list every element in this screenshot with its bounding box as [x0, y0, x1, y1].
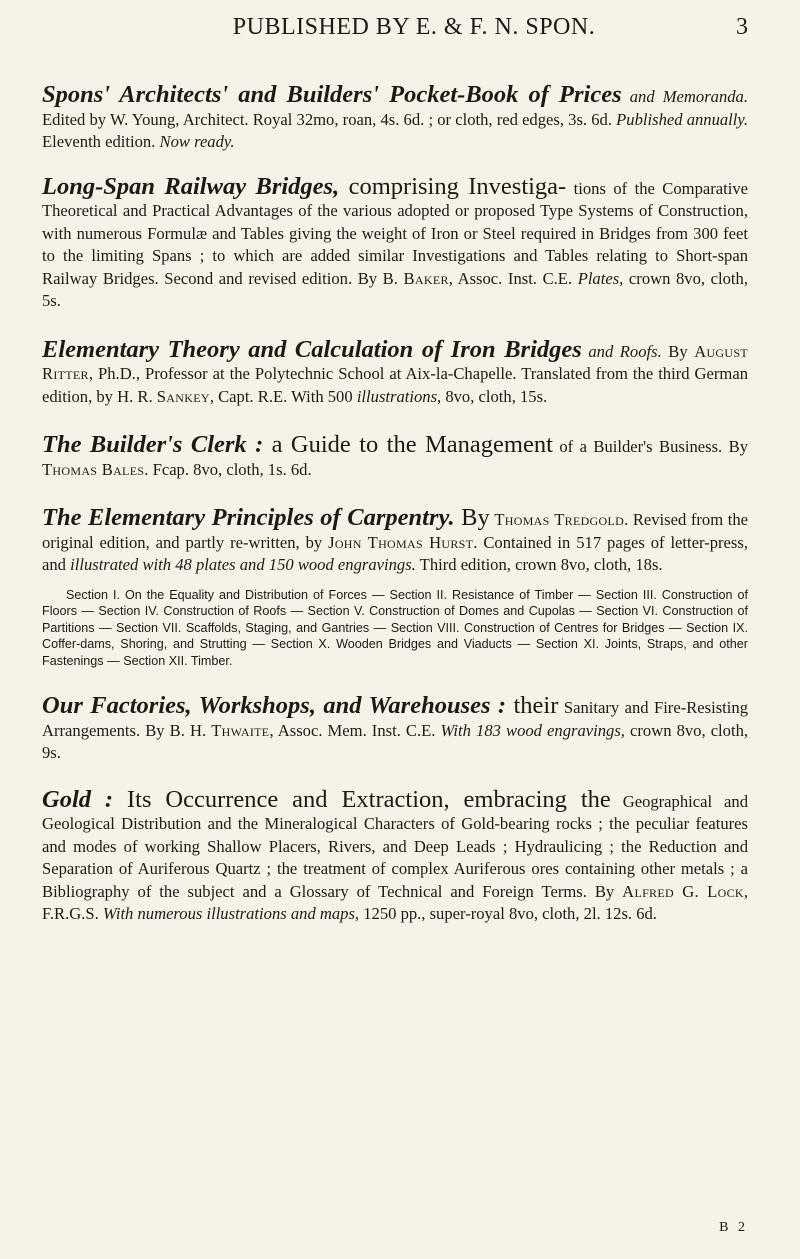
entry-text: The Builder's Clerk : a Guide to the Management of a Builder's Business. By Thomas Bales. Fcap. 8vo, cloth, 1s. 6d. — [42, 431, 748, 479]
page-number: 3 — [736, 14, 748, 40]
author-name: John Thomas Hurst — [328, 532, 474, 552]
book-title: The Builder's Clerk : — [42, 431, 264, 458]
entry-text: Gold : Its Occurrence and Extraction, embracing the Geographical and Geological Distribution and the Mineralogical Characters of Gold-bearing rocks ; the peculiar features and modes of working Shallow Placers, Rivers, and Deep Leads ; Hydraulicing ; the Reduction and Separation of Auriferous Quartz ; the treatment of complex Auriferous ores containing other metals ; a Bibliography of the subject and a Glossary of Technical and Foreign Terms. By Alfred G. Lock, F.R.G.S. With numerous illustrations and maps, 1250 pp., super-royal 8vo, cloth, 2l. 12s. 6d. — [42, 785, 749, 923]
author-name: Thomas Bales — [42, 459, 145, 479]
book-entry — [42, 81, 748, 154]
contents-text: Section I. On the Equality and Distribution of Forces — Section II. Resistance of Timber — Section III. Construction of Floors — Section IV. Construction of Roofs — Section V. Construction of Domes and Cupolas — Section VI. Construction of Partitions — Section VII. Scaffolds, Staging, and Gantries — Section VIII. Construction of Centres for Bridges — Section IX. Coffer-dams, Shoring, and Strutting — Section X. Wooden Bridges and Viaducts — Section XI. Joints, Straps, and other Fastenings — Section XII. Timber. — [42, 587, 748, 668]
entry-text: The Elementary Principles of Carpentry. By Thomas Tredgold. Revised from the original edition, and partly re-written, by John Thomas Hurst. Contained in 517 pages of letter-press, and illustrated with 48 plates and 150 wood engravings. Third edition, crown 8vo, cloth, 18s. — [42, 504, 748, 574]
page-header — [42, 0, 748, 44]
entry-text: Long-Span Railway Bridges, comprising Investiga- tions of the Comparative Theoretical and Practical Advantages of the various adopted or proposed Type Systems of Construction, with numerous Formulæ and Tables giving the weight of Iron or Steel required in Bridges from 300 feet to the limiting Spans ; to which are added similar Investigations and Tables relating to Short-span Railway Bridges. Second and revised edition. By B. Baker, Assoc. Inst. C.E. Plates, crown 8vo, cloth, 5s. — [42, 172, 749, 310]
book-entry — [42, 504, 748, 669]
book-entry — [42, 172, 749, 313]
book-title: The Elementary Principles of Carpentry. — [42, 504, 455, 531]
running-head: PUBLISHED BY E. & F. N. SPON. — [232, 14, 596, 40]
book-title: Gold : — [42, 785, 114, 813]
book-entry — [42, 692, 749, 765]
author-name: August Ritter — [42, 341, 748, 383]
entry-text: Elementary Theory and Calculation of Iron Bridges and Roofs. By August Ritter, Ph.D., Professor at the Polytechnic School at Aix-la-Chapelle. Translated from the third German edition, by H. R. Sankey, Capt. R.E. With 500 illustrations, 8vo, cloth, 15s. — [42, 335, 748, 406]
entry-text: Our Factories, Workshops, and Warehouses : their Sanitary and Fire-Resisting Arrangements. By B. H. Thwaite, Assoc. Mem. Inst. C.E. With 183 wood engravings, crown 8vo, cloth, 9s. — [42, 692, 749, 762]
book-entry — [42, 335, 748, 409]
author-name: Thwaite — [211, 720, 270, 740]
book-title: Our Factories, Workshops, and Warehouses : — [42, 692, 507, 719]
author-name: Alfred G. Lock — [622, 881, 744, 901]
author-name: Baker — [403, 268, 449, 288]
book-title: Elementary Theory and Calculation of Iron Bridges — [42, 335, 582, 363]
author-name: Sankey — [156, 386, 210, 406]
book-title: Long-Span Railway Bridges, — [42, 172, 340, 200]
contents-list — [42, 587, 748, 670]
entry-text: Spons' Architects' and Builders' Pocket-Book of Prices and Memoranda. Edited by W. Young, Architect. Royal 32mo, roan, 4s. 6d. ; or cloth, red edges, 3s. 6d. Published annually. Eleventh edition. Now ready. — [42, 81, 748, 151]
book-entry — [42, 785, 749, 926]
book-title: Spons' Architects' and Builders' Pocket-Book of Prices — [42, 81, 622, 108]
author-name: Thomas Tredgold — [494, 510, 625, 529]
signature-mark: B 2 — [719, 1220, 748, 1235]
book-entry — [42, 431, 748, 481]
